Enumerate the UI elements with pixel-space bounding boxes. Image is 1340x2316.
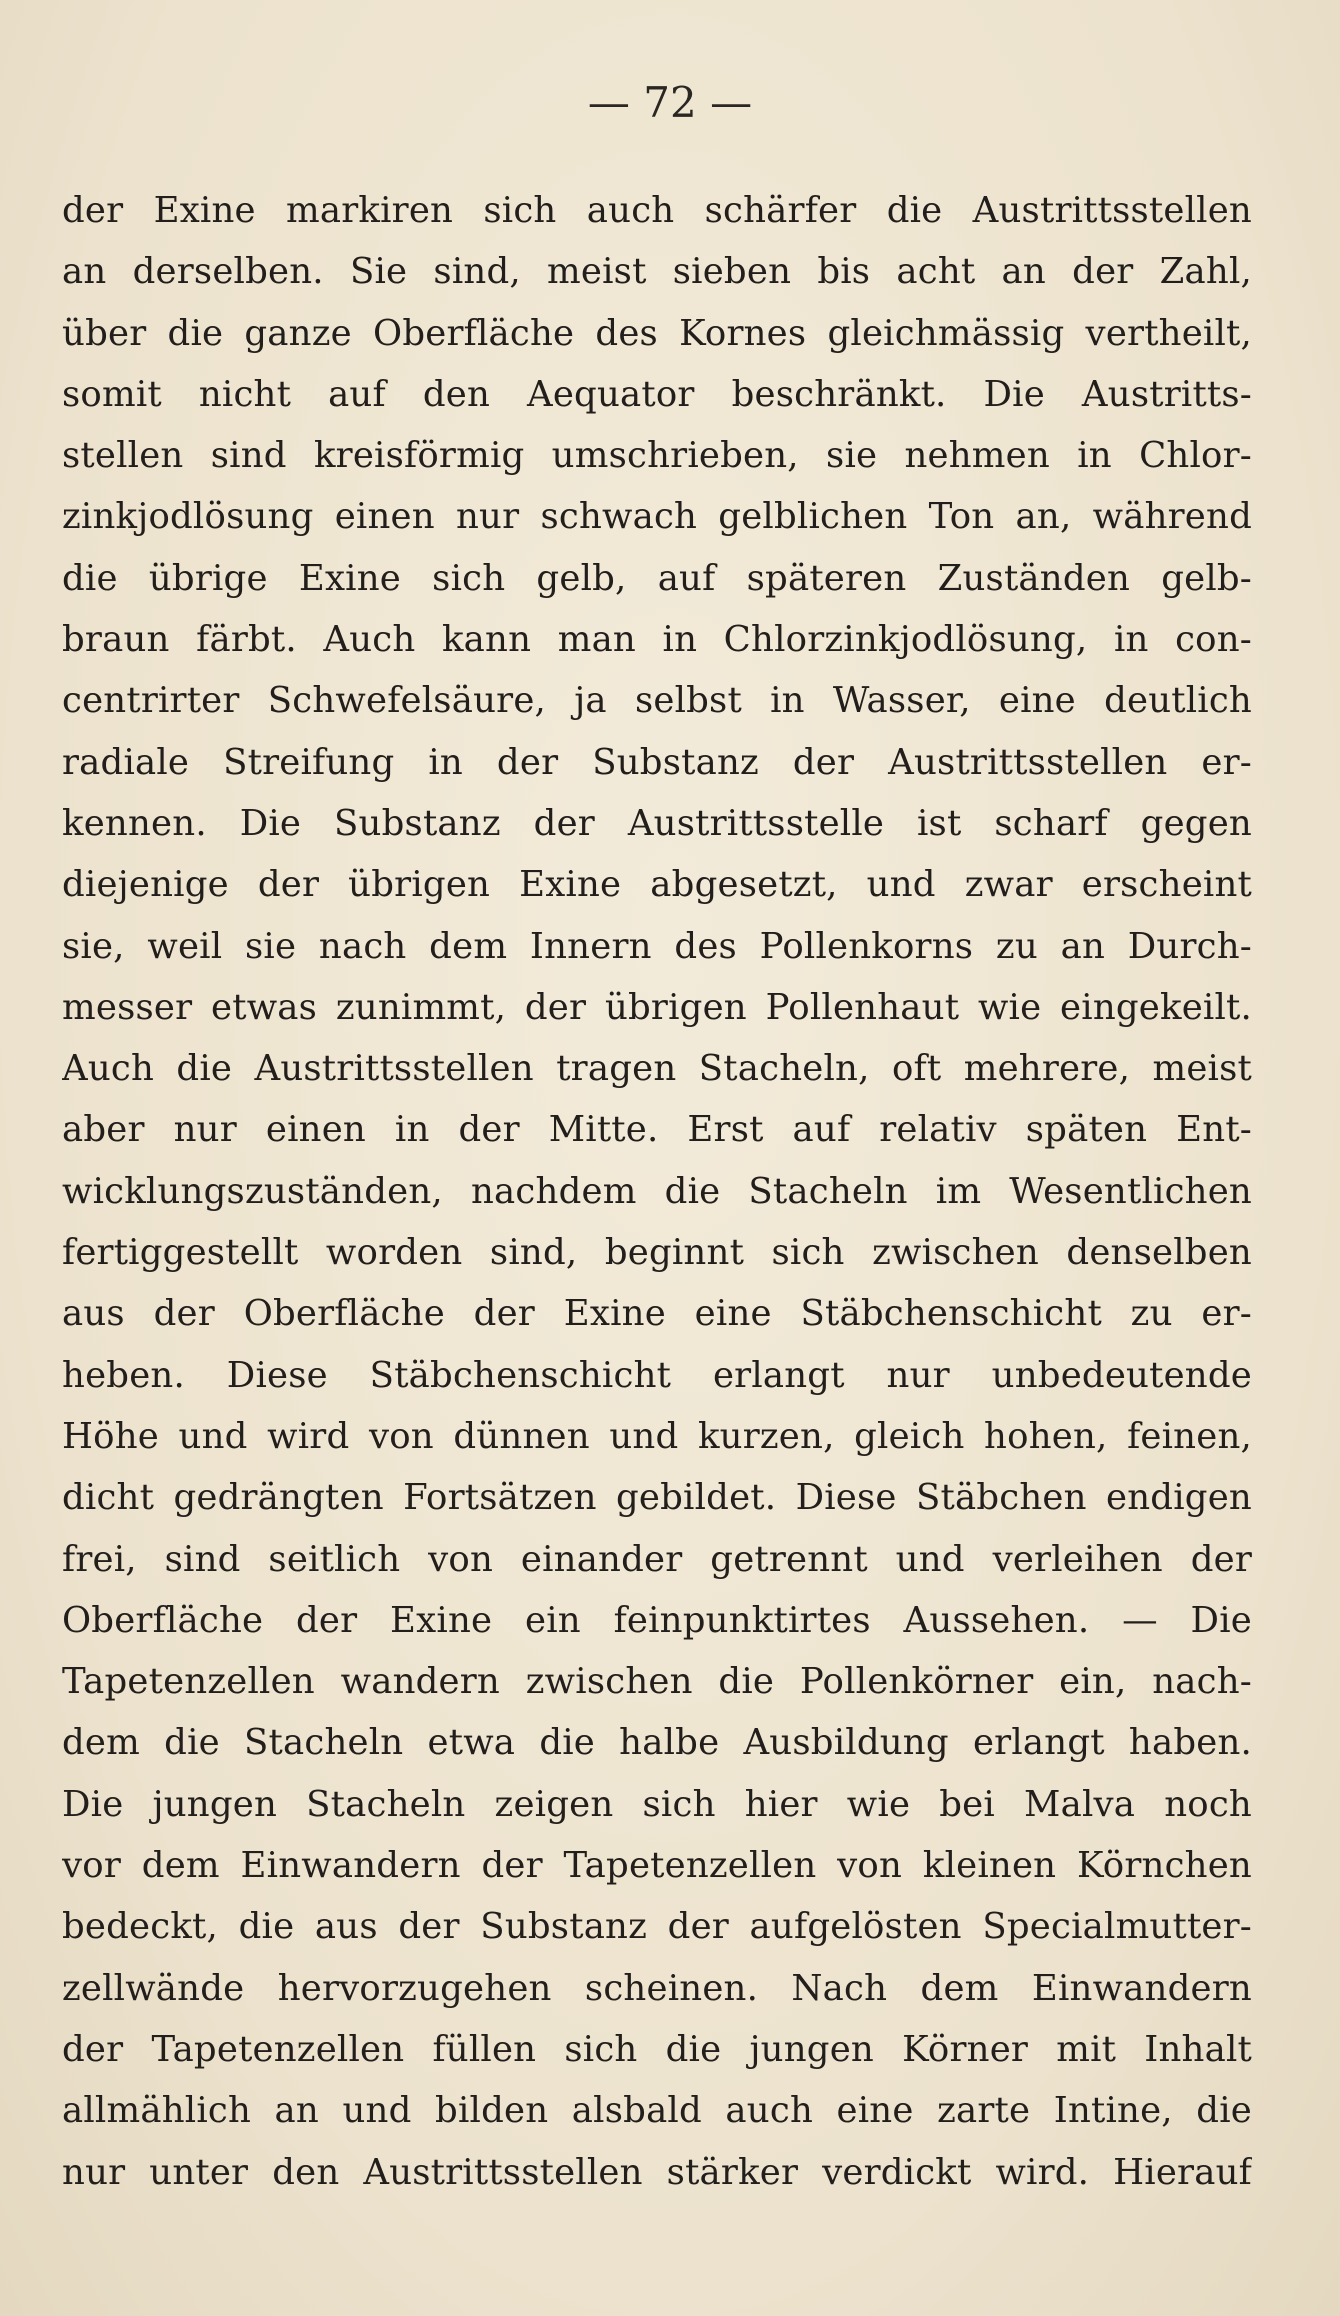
text-line: zinkjodlösung einen nur schwach gelblichen Ton an, während (62, 496, 1252, 538)
text-line: Höhe und wird von dünnen und kurzen, gleich hohen, feinen, (62, 1415, 1252, 1457)
text-line: frei, sind seitlich von einander getrennt und verleihen der (62, 1538, 1252, 1580)
text-line: über die ganze Oberfläche des Kornes gleichmässig vertheilt, (62, 312, 1252, 354)
page-number: — 72 — (587, 78, 753, 127)
text-line: wicklungszuständen, nachdem die Stacheln im Wesentlichen (62, 1170, 1252, 1212)
text-line: sie, weil sie nach dem Innern des Pollenkorns zu an Durch- (62, 925, 1252, 967)
text-line: dicht gedrängten Fortsätzen gebildet. Diese Stäbchen endigen (62, 1477, 1252, 1519)
text-line: stellen sind kreisförmig umschrieben, sie nehmen in Chlor- (62, 435, 1252, 477)
text-line: aber nur einen in der Mitte. Erst auf relativ späten Ent- (62, 1109, 1252, 1151)
text-line: fertiggestellt worden sind, beginnt sich zwischen denselben (62, 1232, 1252, 1274)
text-line: die übrige Exine sich gelb, auf späteren Zuständen gelb- (62, 557, 1252, 599)
text-line: centrirter Schwefelsäure, ja selbst in Wasser, eine deutlich (62, 680, 1252, 722)
text-line: messer etwas zunimmt, der übrigen Pollenhaut wie eingekeilt. (62, 986, 1252, 1028)
text-line: zellwände hervorzugehen scheinen. Nach dem Einwandern (62, 1967, 1252, 2009)
text-line: allmählich an und bilden alsbald auch eine zarte Intine, die (62, 2090, 1252, 2132)
body-text (62, 180, 1252, 2203)
text-line: braun färbt. Auch kann man in Chlorzinkjodlösung, in con- (62, 619, 1252, 661)
text-line: an derselben. Sie sind, meist sieben bis acht an der Zahl, (62, 251, 1252, 293)
text-line: heben. Diese Stäbchenschicht erlangt nur unbedeutende (62, 1354, 1252, 1396)
text-line: Auch die Austrittsstellen tragen Stacheln, oft mehrere, meist (62, 1048, 1252, 1090)
text-line: Die jungen Stacheln zeigen sich hier wie bei Malva noch (62, 1783, 1252, 1825)
text-line: nur unter den Austrittsstellen stärker verdickt wird. Hierauf (62, 2151, 1252, 2193)
text-line: somit nicht auf den Aequator beschränkt. Die Austritts- (62, 373, 1252, 415)
text-line: der Tapetenzellen füllen sich die jungen Körner mit Inhalt (62, 2028, 1252, 2070)
text-line: der Exine markiren sich auch schärfer die Austrittsstellen (62, 190, 1252, 231)
text-line: aus der Oberfläche der Exine eine Stäbchenschicht zu er- (62, 1293, 1252, 1335)
text-line: kennen. Die Substanz der Austrittsstelle ist scharf gegen (62, 802, 1252, 844)
text-line: radiale Streifung in der Substanz der Austrittsstellen er- (62, 741, 1252, 783)
text-line: vor dem Einwandern der Tapetenzellen von kleinen Körnchen (62, 1845, 1252, 1887)
text-line: diejenige der übrigen Exine abgesetzt, und zwar erscheint (62, 864, 1252, 906)
text-line: Tapetenzellen wandern zwischen die Pollenkörner ein, nach- (62, 1661, 1252, 1703)
text-line: Oberfläche der Exine ein feinpunktirtes Aussehen. — Die (62, 1599, 1252, 1641)
text-line: bedeckt, die aus der Substanz der aufgelösten Specialmutter- (62, 1906, 1252, 1948)
text-line: dem die Stacheln etwa die halbe Ausbildung erlangt haben. (62, 1722, 1252, 1764)
